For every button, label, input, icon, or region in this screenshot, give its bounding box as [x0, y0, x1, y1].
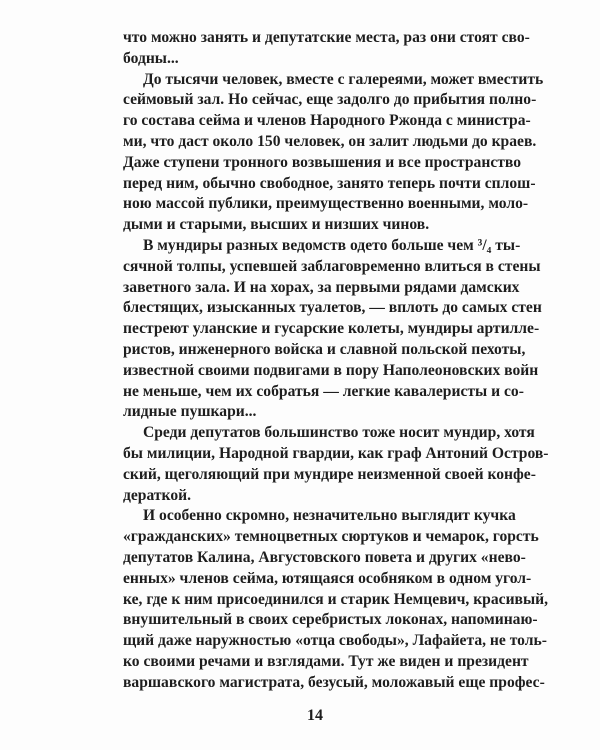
text-line: депутатов Калина, Августовского повета и других «нево-: [123, 548, 526, 566]
text-line: ке, где к ним присоединился и старик Немцевич, красивый,: [123, 590, 549, 608]
text-line: И особенно скромно, незначительно выглядит кучка: [143, 507, 516, 525]
text-line: «гражданских» темноцветных сюртуков и чемарок, горсть: [123, 528, 539, 546]
text-line: енных» членов сейма, ютящаяся особняком в одном угол-: [123, 569, 532, 587]
body-text: [123, 28, 549, 694]
text-line: ми, что даст около 150 человек, он залит людьми до краев.: [123, 132, 537, 150]
text-line: ко своими речами и взглядами. Тут же виден и президент: [123, 652, 529, 670]
text-line: го состава сейма и членов Народного Ржонда с министра-: [123, 112, 531, 130]
text-line: варшавского магистрата, безусый, моложавый еще профес-: [123, 673, 545, 691]
text-line: дыми и старыми, высших и низших чинов.: [123, 216, 430, 234]
text-line: лидные пушкари...: [123, 403, 257, 421]
text-line: Даже ступени тронного возвышения и все пространство: [123, 153, 522, 171]
text-line: Среди депутатов большинство тоже носит мундир, хотя: [143, 424, 535, 442]
text-line: бодны...: [123, 49, 179, 67]
text-line: известной своими подвигами в пору Наполеоновских войн: [123, 361, 539, 379]
text-line: щий даже наружностью «отца свободы», Лафайета, не толь-: [123, 632, 547, 650]
text-line: ский, щеголяющий при мундире неизменной своей конфе-: [123, 465, 536, 483]
text-line: бы милиции, Народной гвардии, как граф Антоний Остров-: [123, 444, 549, 462]
text-line: перед ним, обычно свободное, занято теперь почти сплош-: [123, 174, 536, 192]
text-line: внушительный в своих серебристых локонах, напоминаю-: [123, 611, 538, 629]
text-line: сеймовый зал. Но сейчас, еще задолго до прибытия полно-: [123, 91, 537, 109]
text-line: дераткой.: [123, 486, 191, 504]
text-line: пестреют уланские и гусарские колеты, мундиры артилле-: [123, 320, 540, 338]
text-line: ристов, инженерного войска и славной польской пехоты,: [123, 340, 526, 358]
text-line: сячной толпы, успевшей заблаговременно влиться в стены: [123, 257, 541, 275]
text-line: ною массой публики, преимущественно военными, моло-: [123, 195, 529, 213]
text-line: что можно занять и депутатские места, раз они стоят сво-: [123, 29, 530, 46]
text-line: До тысячи человек, вместе с галереями, может вместить: [143, 70, 544, 88]
text-line: В мундиры разных ведомств одето больше чем ³/₄ ты-: [143, 236, 521, 254]
text-line: не меньше, чем их собратья — легкие кавалеристы и со-: [123, 382, 524, 400]
text-line: блестящих, изысканных туалетов, — вплоть до самых стен: [123, 299, 542, 317]
page-number: 14: [307, 707, 323, 724]
text-line: заветного зала. И на хорах, за первыми рядами дамских: [123, 278, 520, 296]
